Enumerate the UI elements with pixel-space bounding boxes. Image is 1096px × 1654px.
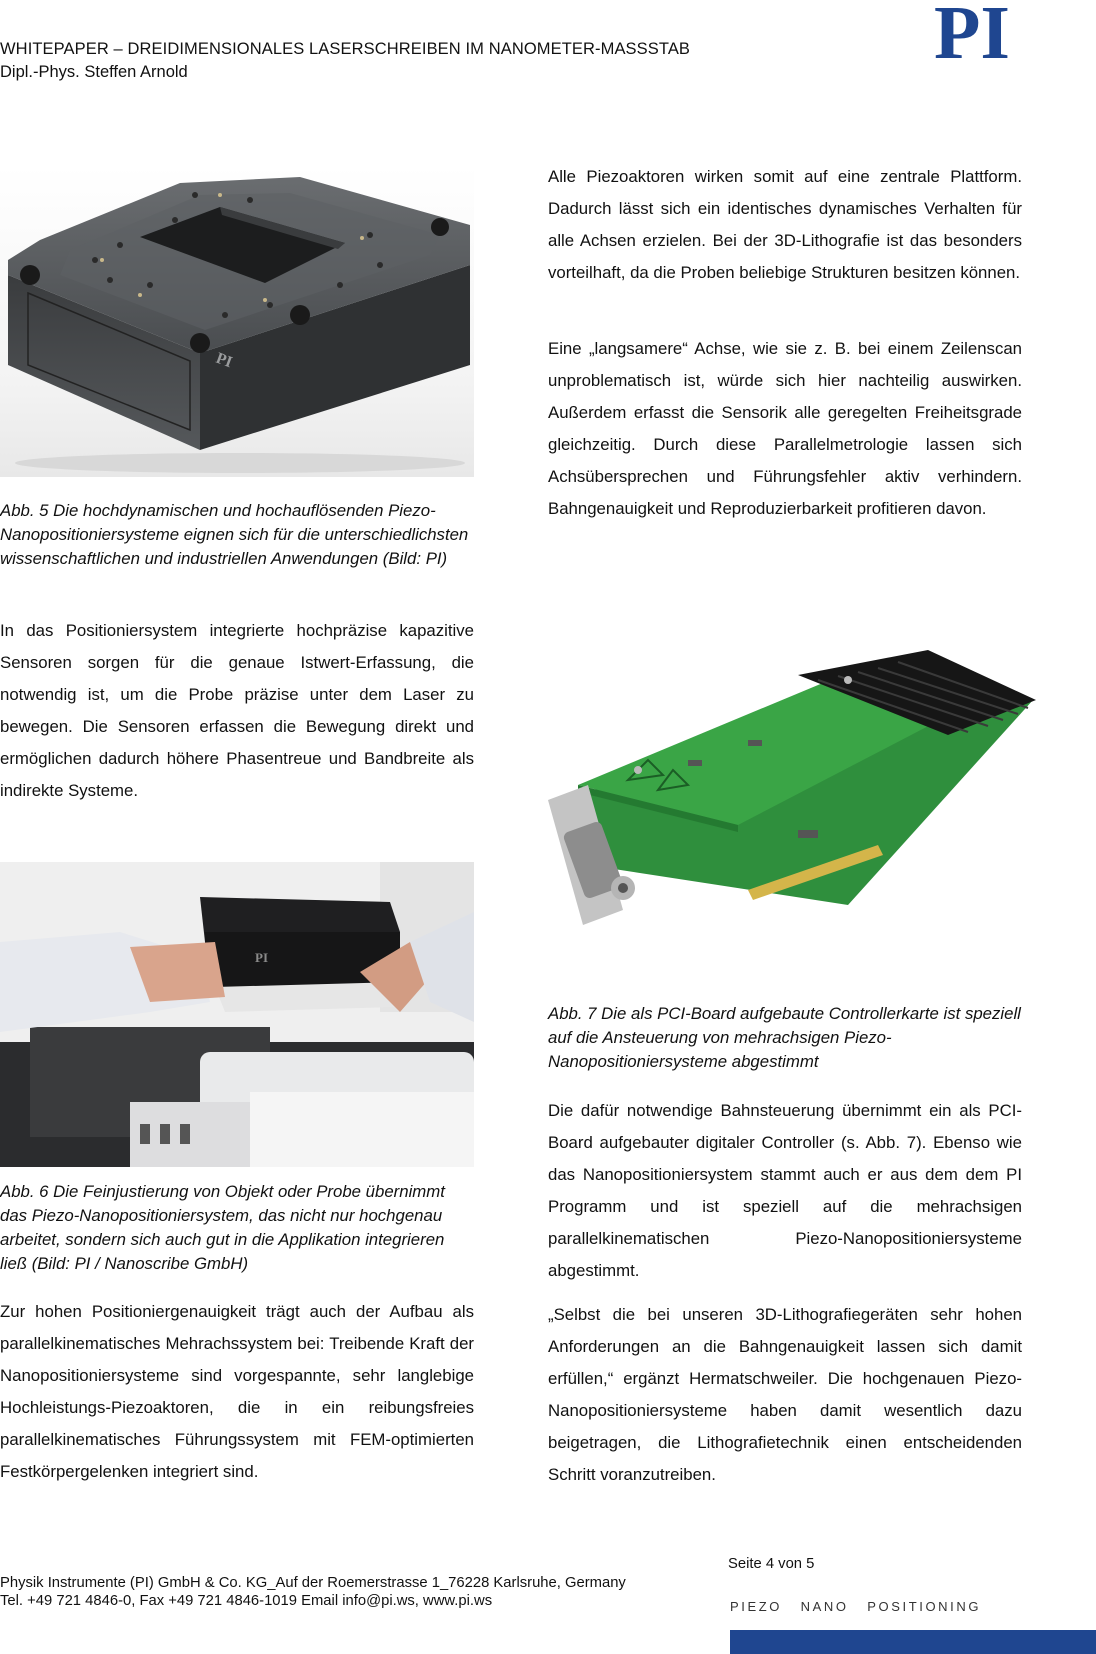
left-paragraph-2 — [0, 1296, 474, 1488]
held-stage-pi-label: PI — [255, 950, 268, 965]
pi-logo — [908, 0, 1036, 64]
author-name: Dipl.-Phys. Steffen Arnold — [0, 63, 188, 81]
right-paragraph-2 — [548, 333, 1022, 525]
pi-logo-text: PI — [934, 0, 1010, 64]
left-paragraph-1 — [0, 615, 474, 807]
page-number: Seite 4 von 5 — [728, 1556, 815, 1572]
figure-6-caption: Abb. 6 Die Feinjustierung von Objekt oder Probe übernimmt das Piezo-Nanopositioniersystem, das nicht nur hochgenau arbeitet, sondern sich auch gut in die Applikation integrieren ließ (Bild: PI / Nanoscribe GmbH) — [0, 1182, 445, 1273]
figure-6-image — [0, 862, 474, 1167]
footer-company-line: Physik Instrumente (PI) GmbH & Co. KG_Auf der Roemerstrasse 1_76228 Karlsruhe, Germany — [0, 1575, 626, 1591]
right-paragraph-1 — [548, 161, 1022, 289]
right-paragraph-3-text: Die dafür notwendige Bahnsteuerung übernimmt ein als PCI-Board aufgebauter digitaler Controller (s. Abb. 7). Ebenso wie das Nanopositioniersystem stammt auch er aus dem dem PI Programm und ist speziell auf die mehrachsigen parallelkinematischen Piezo-Nanopositioniersysteme abgestimmt. — [548, 1101, 1022, 1280]
right-paragraph-4-text: „Selbst die bei unseren 3D-Lithografiegeräten sehr hohen Anforderungen an die Bahngenauigkeit lassen sich damit erfüllen,“ ergänzt Hermatschweiler. Die hochgenauen Piezo-Nanopositioniersysteme haben damit wesentlich dazu beigetragen, die Lithografietechnik einen entscheidenden Schritt voranzutreiben. — [548, 1305, 1022, 1484]
footer-tagline: PIEZO NANO POSITIONING — [730, 1599, 982, 1614]
right-paragraph-1-text: Alle Piezoaktoren wirken somit auf eine zentrale Plattform. Dadurch lässt sich ein identisches dynamisches Verhalten für alle Achsen erzielen. Bei der 3D-Lithografie ist das besonders vorteilhaft, da die Proben beliebige Strukturen besitzen können. — [548, 167, 1022, 282]
right-paragraph-3 — [548, 1095, 1022, 1287]
left-paragraph-1-text: In das Positioniersystem integrierte hochpräzise kapazitive Sensoren sorgen für die genaue Istwert-Erfassung, die notwendig ist, um die Probe präzise unter dem Laser zu bewegen. Die Sensoren erfassen die Bewegung direkt und ermöglichen dadurch höhere Phasentreue und Bandbreite als indirekte Systeme. — [0, 621, 474, 800]
figure-5-caption: Abb. 5 Die hochdynamischen und hochauflösenden Piezo-Nanopositioniersysteme eignen sich für die unterschiedlichsten wissenschaftlichen und industriellen Anwendungen (Bild: PI) — [0, 501, 469, 568]
right-paragraph-4 — [548, 1299, 1022, 1491]
figure-7-image — [548, 640, 1036, 940]
document-title: WHITEPAPER – DREIDIMENSIONALES LASERSCHREIBEN IM NANOMETER-MASSSTAB — [0, 40, 691, 58]
stage-pi-label: PI — [213, 349, 235, 372]
footer-contact-line: Tel. +49 721 4846-0, Fax +49 721 4846-1019 Email info@pi.ws, www.pi.ws — [0, 1593, 493, 1609]
right-paragraph-2-text: Eine „langsamere“ Achse, wie sie z. B. bei einem Zeilenscan unproblematisch ist, würde sich hier nachteilig auswirken. Außerdem erfasst die Sensorik alle geregelten Freiheitsgrade gleichzeitig. Durch diese Parallelmetrologie lassen sich Achsübersprechen und Führungsfehler aktiv verhindern. Bahngenauigkeit und Reproduzierbarkeit profitieren davon. — [548, 339, 1022, 518]
left-paragraph-2-text: Zur hohen Positioniergenauigkeit trägt auch der Aufbau als parallelkinematisches Mehrachssystem bei: Treibende Kraft der Nanopositioniersysteme sind vorgespannte, sehr langlebige Hochleistungs-Piezoaktoren, die in ein reibungsfreies parallelkinematisches Führungssystem mit FEM-optimierten Festkörpergelenken integriert sind. — [0, 1302, 474, 1481]
figure-7-caption: Abb. 7 Die als PCI-Board aufgebaute Controllerkarte ist speziell auf die Ansteuerung von mehrachsigen Piezo-Nanopositioniersysteme abgestimmt — [548, 1004, 1021, 1071]
footer-brand-bar — [730, 1630, 1096, 1654]
figure-5-image — [0, 165, 474, 477]
